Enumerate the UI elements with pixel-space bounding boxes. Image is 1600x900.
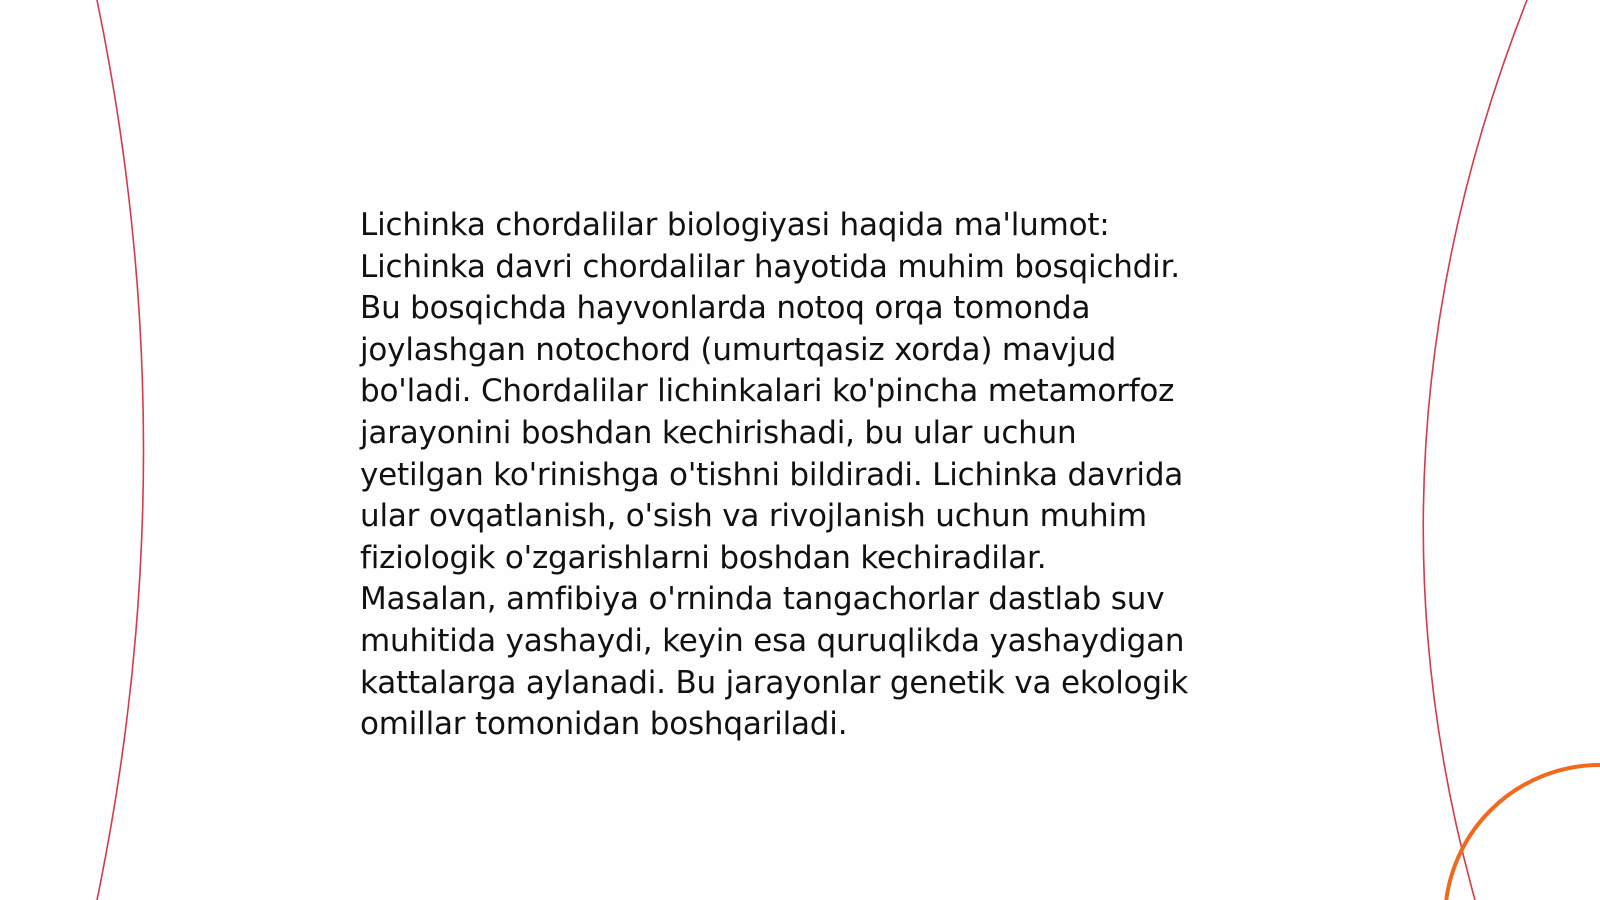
text-line: omillar tomonidan boshqariladi. [360,706,848,743]
text-line: muhitida yashaydi, keyin esa quruqlikda yashaydigan [360,622,1185,659]
accent-arc [1445,765,1600,900]
text-line: Masalan, amfibiya o'rninda tangachorlar dastlab suv [360,581,1165,618]
text-line: fiziologik o'zgarishlarni boshdan kechiradilar. [360,539,1047,576]
left-curve-line [97,0,144,900]
text-line: kattalarga aylanadi. Bu jarayonlar genetik va ekologik [360,664,1189,701]
text-line: Bu bosqichda hayvonlarda notoq orqa tomonda [360,290,1091,327]
text-line: bo'ladi. Chordalilar lichinkalari ko'pincha metamorfoz [360,373,1175,410]
text-line: joylashgan notochord (umurtqasiz xorda) mavjud [360,331,1117,368]
text-line: jarayonini boshdan kechirishadi, bu ular uchun [360,414,1077,451]
text-line: ular ovqatlanish, o'sish va rivojlanish uchun muhim [360,498,1147,535]
text-line: Lichinka davri chordalilar hayotida muhim bosqichdir. [360,248,1180,285]
right-curve-line [1423,0,1527,900]
text-line: yetilgan ko'rinishga o'tishni bildiradi. Lichinka davrida [360,456,1184,493]
text-line: Lichinka chordalilar biologiyasi haqida ma'lumot: [360,207,1110,243]
slide-body-text [360,205,1260,746]
